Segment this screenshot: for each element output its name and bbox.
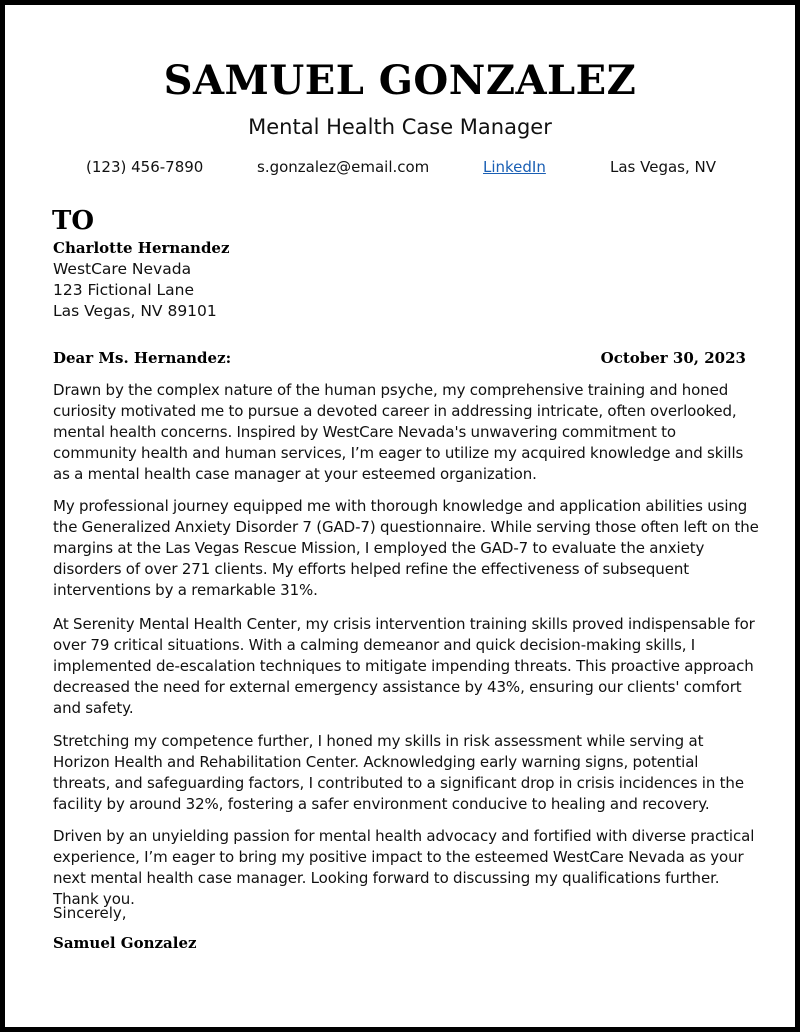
body-paragraph-3: At Serenity Mental Health Center, my crisis intervention training skills proved indispensable for over 79 critical situations. With a calming demeanor and quick decision-making skills, I implemented de-escalation techniques to mitigate impending threats. This proactive approach decreased the need for external emergency assistance by 43%, ensuring our clients' comfort and safety. <box>53 615 755 717</box>
body-paragraph-2: My professional journey equipped me with thorough knowledge and application abilities using the Generalized Anxiety Disorder 7 (GAD-7) questionnaire. While serving those often left on the margins at the Las Vegas Rescue Mission, I employed the GAD-7 to evaluate the anxiety disorders of over 271 clients. My efforts helped refine the effectiveness of subsequent interventions by a remarkable 31%. <box>53 497 759 599</box>
salutation: Dear Ms. Hernandez: <box>53 349 232 367</box>
body-paragraph-5: Driven by an unyielding passion for mental health advocacy and fortified with diverse practical experience, I’m eager to bring my positive impact to the esteemed WestCare Nevada as your next mental health case manager. Looking forward to discussing my qualifications further. Thank you. <box>53 827 755 908</box>
recipient-name: Charlotte Hernandez <box>53 239 230 257</box>
linkedin-link[interactable]: LinkedIn <box>483 158 546 176</box>
phone-number: (123) 456-7890 <box>86 158 204 176</box>
applicant-name: SAMUEL GONZALEZ <box>163 57 637 104</box>
body-paragraph-4: Stretching my competence further, I honed my skills in risk assessment while serving at Horizon Health and Rehabilitation Center. Acknowledging early warning signs, potential threats, and safeguarding factors, I contributed to a significant drop in crisis incidences in the facility by around 32%, fostering a safer environment conducive to healing and recovery. <box>53 732 744 813</box>
job-title: Mental Health Case Manager <box>248 115 552 139</box>
letter-date: October 30, 2023 <box>600 349 746 367</box>
closing: Sincerely, <box>53 904 127 922</box>
signature: Samuel Gonzalez <box>53 934 197 952</box>
body-paragraph-1: Drawn by the complex nature of the human psyche, my comprehensive training and honed curiosity motivated me to pursue a devoted career in addressing intricate, often overlooked, mental health concerns. Inspired by WestCare Nevada's unwavering commitment to community health and human services, I’m eager to utilize my acquired knowledge and skills as a mental health case manager at your esteemed organization. <box>53 381 744 483</box>
recipient-city: Las Vegas, NV 89101 <box>53 302 217 320</box>
email-address: s.gonzalez@email.com <box>257 158 430 176</box>
to-heading: TO <box>52 206 94 236</box>
recipient-street: 123 Fictional Lane <box>53 281 195 299</box>
location: Las Vegas, NV <box>610 158 717 176</box>
recipient-organization: WestCare Nevada <box>53 260 192 278</box>
